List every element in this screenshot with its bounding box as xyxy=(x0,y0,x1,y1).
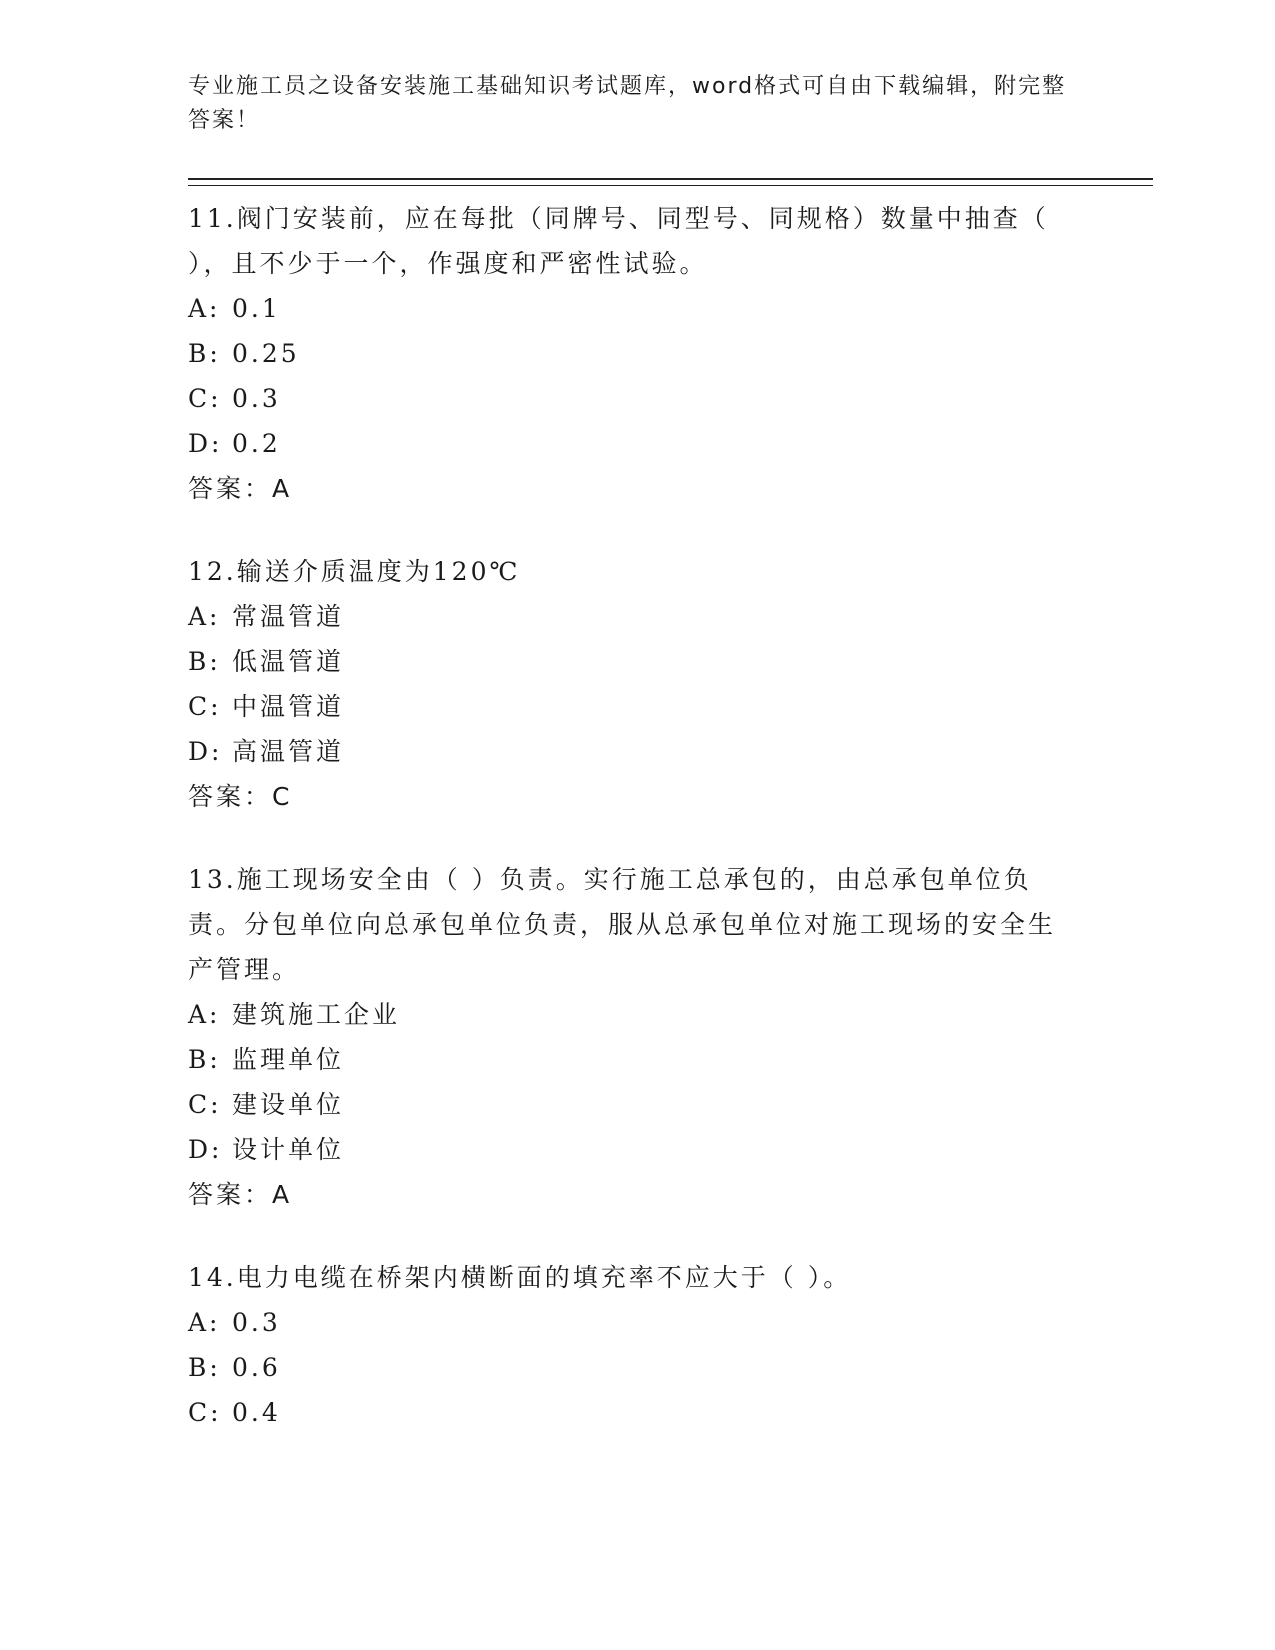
option-letter: B: xyxy=(188,647,221,676)
option-text: 0.4 xyxy=(232,1398,281,1427)
question-number: 12. xyxy=(188,557,237,586)
document-page xyxy=(188,70,1088,1435)
answer-line: 答案：C xyxy=(188,782,293,811)
option-d xyxy=(188,1127,1088,1172)
option-text: 常温管道 xyxy=(232,602,345,631)
question-text xyxy=(188,549,1068,594)
question-number: 13. xyxy=(188,865,237,894)
option-letter: A: xyxy=(188,1308,221,1337)
option-d xyxy=(188,729,1088,774)
question-text xyxy=(188,196,1068,286)
option-text: 高温管道 xyxy=(232,737,345,766)
option-c xyxy=(188,1082,1088,1127)
answer-line: 答案：A xyxy=(188,1180,293,1209)
option-text: 0.6 xyxy=(232,1353,281,1382)
option-b xyxy=(188,1345,1088,1390)
question-stem: 施工现场安全由（ ）负责。实行施工总承包的，由总承包单位负责。分包单位向总承包单位负责，服从总承包单位对施工现场的安全生产管理。 xyxy=(188,865,1057,984)
option-a xyxy=(188,1300,1088,1345)
option-letter: C: xyxy=(188,1090,222,1119)
option-text: 0.1 xyxy=(232,294,281,323)
option-text: 低温管道 xyxy=(232,647,345,676)
question-stem: 阀门安装前，应在每批（同牌号、同型号、同规格）数量中抽查（ ），且不少于一个，作强度和严密性试验。 xyxy=(188,204,1049,278)
option-text: 0.25 xyxy=(232,339,300,368)
option-letter: A: xyxy=(188,1000,221,1029)
option-letter: C: xyxy=(188,1398,222,1427)
question-number: 14. xyxy=(188,1263,237,1292)
option-c xyxy=(188,684,1088,729)
option-text: 0.3 xyxy=(232,384,281,413)
question-stem: 输送介质温度为120℃ xyxy=(236,557,521,586)
option-text: 中温管道 xyxy=(232,692,345,721)
question-12 xyxy=(188,549,1088,819)
option-letter: C: xyxy=(188,384,222,413)
option-letter: C: xyxy=(188,692,222,721)
answer-line: 答案：A xyxy=(188,474,293,503)
option-b xyxy=(188,1037,1088,1082)
option-letter: D: xyxy=(188,1135,223,1164)
option-letter: B: xyxy=(188,1353,221,1382)
option-c xyxy=(188,376,1088,421)
header-divider xyxy=(188,178,1153,186)
option-letter: D: xyxy=(188,737,223,766)
option-letter: B: xyxy=(188,1045,221,1074)
question-text xyxy=(188,857,1068,992)
option-text: 监理单位 xyxy=(232,1045,345,1074)
question-number: 11. xyxy=(188,204,237,233)
option-text: 建设单位 xyxy=(232,1090,345,1119)
question-text xyxy=(188,1255,1068,1300)
option-letter: B: xyxy=(188,339,221,368)
question-14 xyxy=(188,1255,1088,1435)
document-header: 专业施工员之设备安装施工基础知识考试题库，word格式可自由下载编辑，附完整答案！ xyxy=(188,74,1067,133)
option-c xyxy=(188,1390,1088,1435)
option-b xyxy=(188,331,1088,376)
option-text: 建筑施工企业 xyxy=(232,1000,401,1029)
option-text: 设计单位 xyxy=(232,1135,345,1164)
question-stem: 电力电缆在桥架内横断面的填充率不应大于（ ）。 xyxy=(236,1263,852,1292)
question-13 xyxy=(188,857,1088,1217)
option-text: 0.3 xyxy=(232,1308,281,1337)
option-text: 0.2 xyxy=(232,429,281,458)
option-letter: A: xyxy=(188,602,221,631)
option-a xyxy=(188,992,1088,1037)
option-a xyxy=(188,286,1088,331)
question-11 xyxy=(188,196,1088,511)
option-letter: D: xyxy=(188,429,223,458)
option-b xyxy=(188,639,1088,684)
option-letter: A: xyxy=(188,294,221,323)
option-d xyxy=(188,421,1088,466)
option-a xyxy=(188,594,1088,639)
